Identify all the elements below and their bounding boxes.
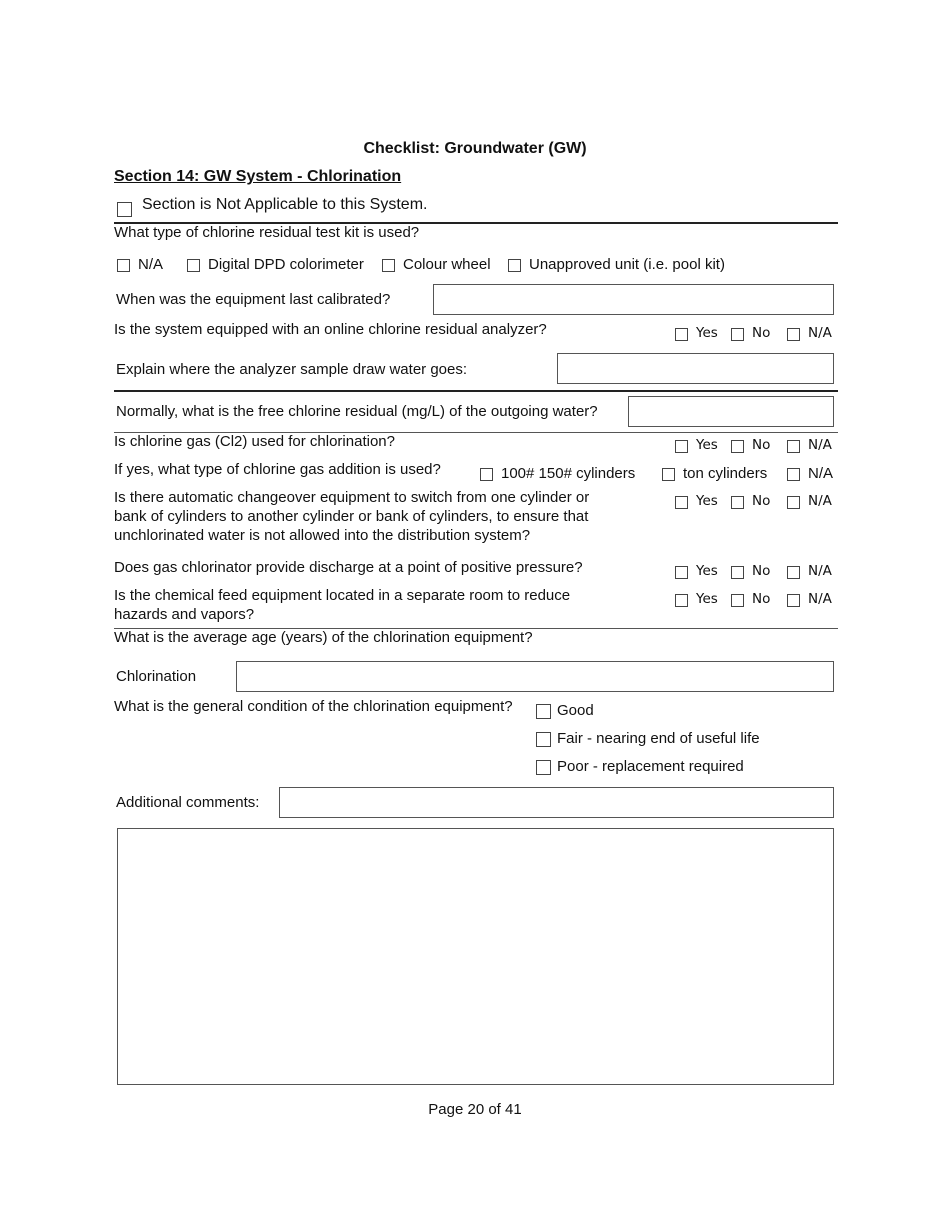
positive-pressure-yes-checkbox[interactable] <box>675 566 688 579</box>
condition-fair-label: Fair - nearing end of useful life <box>557 730 760 747</box>
changeover-na-checkbox[interactable] <box>787 496 800 509</box>
comments-textarea[interactable] <box>117 828 834 1085</box>
gas-type-na-checkbox[interactable] <box>787 468 800 481</box>
analyzer-yes-checkbox[interactable] <box>675 328 688 341</box>
free-residual-input[interactable] <box>628 396 834 427</box>
separate-room-na-label: N/A <box>808 591 832 607</box>
cl2-gas-na-checkbox[interactable] <box>787 440 800 453</box>
separate-room-no-checkbox[interactable] <box>731 594 744 607</box>
gas-type-na-label: N/A <box>808 465 834 482</box>
condition-fair-checkbox[interactable] <box>536 732 551 747</box>
test-kit-colour-wheel-label: Colour wheel <box>403 256 491 273</box>
changeover-yes-label: Yes <box>696 493 718 509</box>
condition-poor-label: Poor - replacement required <box>557 758 744 775</box>
condition-poor-checkbox[interactable] <box>536 760 551 775</box>
cl2-gas-na-label: N/A <box>808 437 832 453</box>
separate-room-no-label: No <box>752 591 771 607</box>
free-residual-question: Normally, what is the free chlorine residual (mg/L) of the outgoing water? <box>116 403 598 420</box>
changeover-na-label: N/A <box>808 493 832 509</box>
section-title: Section 14: GW System - Chlorination <box>114 168 402 185</box>
test-kit-unapproved-checkbox[interactable] <box>508 259 521 272</box>
page-title: Checklist: Groundwater (GW) <box>363 140 587 157</box>
test-kit-colour-wheel-checkbox[interactable] <box>382 259 395 272</box>
not-applicable-label: Section is Not Applicable to this System. <box>142 196 428 213</box>
cl2-gas-yes-label: Yes <box>696 437 718 453</box>
changeover-yes-checkbox[interactable] <box>675 496 688 509</box>
analyzer-no-checkbox[interactable] <box>731 328 744 341</box>
analyzer-na-label: N/A <box>808 325 832 341</box>
avg-age-field-label: Chlorination <box>116 668 197 685</box>
comments-label: Additional comments: <box>116 794 260 811</box>
calibrated-question: When was the equipment last calibrated? <box>116 291 391 308</box>
positive-pressure-no-label: No <box>752 563 771 579</box>
gas-type-ton-label: ton cylinders <box>683 465 768 482</box>
test-kit-dpd-label: Digital DPD colorimeter <box>208 256 364 273</box>
avg-age-question: What is the average age (years) of the chlorination equipment? <box>114 629 533 646</box>
divider <box>114 390 838 392</box>
calibrated-input[interactable] <box>433 284 834 315</box>
condition-good-checkbox[interactable] <box>536 704 551 719</box>
not-applicable-checkbox[interactable] <box>117 202 132 217</box>
separate-room-na-checkbox[interactable] <box>787 594 800 607</box>
gas-type-ton-checkbox[interactable] <box>662 468 675 481</box>
test-kit-na-checkbox[interactable] <box>117 259 130 272</box>
cl2-gas-no-checkbox[interactable] <box>731 440 744 453</box>
changeover-question-line-1: Is there automatic changeover equipment to switch from one cylinder or <box>114 489 590 506</box>
comments-input[interactable] <box>279 787 834 818</box>
cl2-gas-yes-checkbox[interactable] <box>675 440 688 453</box>
condition-good-label: Good <box>557 702 594 719</box>
sample-draw-input[interactable] <box>557 353 834 384</box>
analyzer-no-label: No <box>752 325 771 341</box>
page-number: Page 20 of 41 <box>428 1101 522 1118</box>
test-kit-dpd-checkbox[interactable] <box>187 259 200 272</box>
changeover-no-checkbox[interactable] <box>731 496 744 509</box>
gas-type-100-150-label: 100# 150# cylinders <box>501 465 636 482</box>
separate-room-question-line-1: Is the chemical feed equipment located in a separate room to reduce <box>114 587 571 604</box>
test-kit-na-label: N/A <box>138 256 164 273</box>
sample-draw-question: Explain where the analyzer sample draw water goes: <box>116 361 468 378</box>
changeover-question-line-2: bank of cylinders to another cylinder or bank of cylinders, to ensure that <box>114 508 589 525</box>
positive-pressure-question: Does gas chlorinator provide discharge at a point of positive pressure? <box>114 559 583 576</box>
separate-room-question-line-2: hazards and vapors? <box>114 606 255 623</box>
avg-age-input[interactable] <box>236 661 834 692</box>
gas-type-question: If yes, what type of chlorine gas addition is used? <box>114 461 441 478</box>
changeover-question-line-3: unchlorinated water is not allowed into the distribution system? <box>114 527 531 544</box>
cl2-gas-no-label: No <box>752 437 771 453</box>
separate-room-yes-label: Yes <box>696 591 718 607</box>
positive-pressure-na-checkbox[interactable] <box>787 566 800 579</box>
condition-question: What is the general condition of the chlorination equipment? <box>114 698 513 715</box>
positive-pressure-yes-label: Yes <box>696 563 718 579</box>
positive-pressure-na-label: N/A <box>808 563 832 579</box>
analyzer-yes-label: Yes <box>696 325 718 341</box>
test-kit-unapproved-label: Unapproved unit (i.e. pool kit) <box>529 256 725 273</box>
cl2-gas-question: Is chlorine gas (Cl2) used for chlorination? <box>114 433 395 450</box>
test-kit-question: What type of chlorine residual test kit is used? <box>114 224 420 241</box>
separate-room-yes-checkbox[interactable] <box>675 594 688 607</box>
analyzer-question: Is the system equipped with an online chlorine residual analyzer? <box>114 321 547 338</box>
changeover-no-label: No <box>752 493 771 509</box>
gas-type-100-150-checkbox[interactable] <box>480 468 493 481</box>
positive-pressure-no-checkbox[interactable] <box>731 566 744 579</box>
analyzer-na-checkbox[interactable] <box>787 328 800 341</box>
